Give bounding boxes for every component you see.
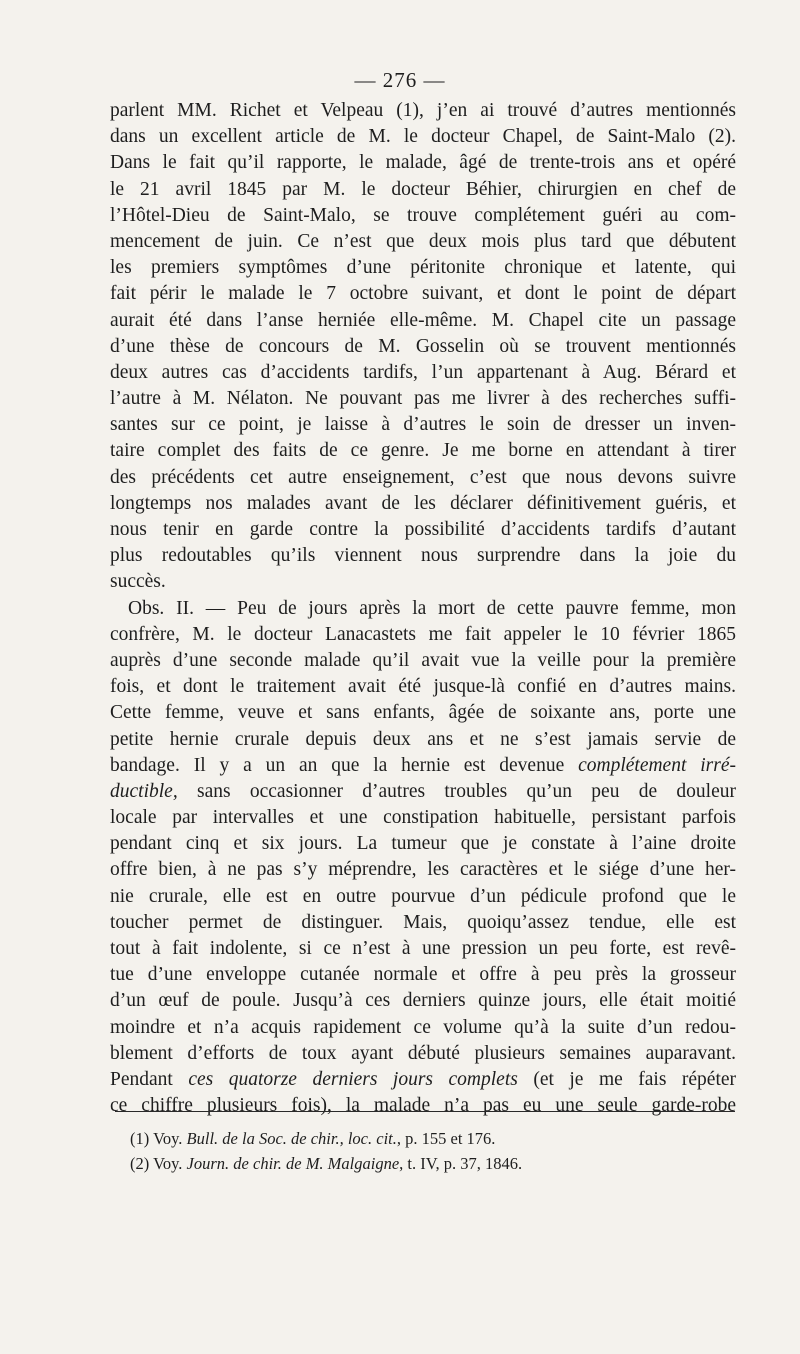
text-line: offre bien, à ne pas s’y méprendre, les caractères et le siége d’une her-	[110, 859, 736, 881]
emphasis-text: ductible,	[110, 780, 178, 802]
text-line: locale par intervalles et une constipation habituelle, persistant parfois	[110, 807, 736, 829]
text-line: auprès d’une seconde malade qu’il avait vue la veille pour la première	[110, 649, 736, 671]
footnote-text: , p. 155 et 176.	[396, 1129, 496, 1148]
text-line: nie crurale, elle est en outre pourvue d’un pédicule profond que le	[110, 885, 736, 907]
footnote-rule	[115, 1111, 735, 1112]
text-line: aurait été dans l’anse herniée elle-même. M. Chapel cite un passage	[110, 309, 736, 331]
text-line: pendant cinq et six jours. La tumeur que je constate à l’aine droite	[110, 833, 736, 855]
body-text	[110, 98, 736, 1119]
text-segment: bandage. Il y a un an que la hernie est devenue	[110, 754, 565, 776]
footnote-text: Voy.	[153, 1154, 187, 1173]
text-line: toucher permet de distinguer. Mais, quoiqu’assez tendue, elle est	[110, 911, 736, 933]
text-line: d’un œuf de poule. Jusqu’à ces derniers quinze jours, elle était moitié	[110, 990, 736, 1012]
footnote-1	[130, 1126, 736, 1151]
footnote-number: (2)	[130, 1154, 150, 1173]
text-line: l’autre à M. Nélaton. Ne pouvant pas me livrer à des recherches suffi-	[110, 388, 736, 410]
footnote-2	[130, 1151, 736, 1176]
text-line: plus redoutables qu’ils viennent nous surprendre dans la joie du	[110, 545, 736, 567]
text-line	[110, 779, 736, 805]
text-line: longtemps nos malades avant de les déclarer définitivement guéris, et	[110, 492, 736, 514]
page-number: — 276 —	[354, 68, 446, 92]
text-line: tout à fait indolente, si ce n’est à une pression un peu forte, est revê-	[110, 938, 736, 959]
text-line: deux autres cas d’accidents tardifs, l’un appartenant à Aug. Bérard et	[110, 361, 736, 383]
text-line: fait périr le malade le 7 octobre suivant, et dont le point de départ	[110, 283, 736, 305]
text-line: moindre et n’a acquis rapidement ce volume qu’à la suite d’un redou-	[110, 1016, 736, 1038]
text-line: petite hernie crurale depuis deux ans et ne s’est jamais servie de	[110, 728, 736, 750]
text-line: taire complet des faits de ce genre. Je me borne en attendant à tirer	[110, 440, 736, 462]
observation-heading-line: Obs. II. — Peu de jours après la mort de cette pauvre femme, mon	[128, 597, 736, 619]
footnote-text: , t. IV, p. 37, 1846.	[399, 1154, 523, 1173]
footnote-text: Voy.	[153, 1129, 187, 1148]
text-line: mencement de juin. Ce n’est que deux mois plus tard que débutent	[110, 230, 736, 252]
text-line: l’Hôtel-Dieu de Saint-Malo, se trouve complétement guéri au com-	[110, 204, 736, 226]
text-segment: (et je me fais répéter	[533, 1068, 737, 1090]
text-line: le 21 avril 1845 par M. le docteur Béhier, chirurgien en chef de	[110, 178, 736, 200]
text-line: d’une thèse de concours de M. Gosselin où se trouvent mentionnés	[110, 335, 736, 357]
text-line: les premiers symptômes d’une péritonite chronique et latente, qui	[110, 257, 736, 279]
footnote-citation: Bull. de la Soc. de chir., loc. cit.	[186, 1129, 397, 1148]
text-line: nous tenir en garde contre la possibilité d’accidents tardifs d’autant	[110, 519, 736, 540]
text-line	[110, 753, 736, 779]
text-line	[110, 1067, 736, 1093]
text-line: santes sur ce point, je laisse à d’autres le soin de dresser un inven-	[110, 414, 736, 436]
emphasis-text: complétement irré-	[578, 754, 736, 776]
text-line: Cette femme, veuve et sans enfants, âgée de soixante ans, porte une	[110, 702, 736, 724]
text-segment: sans occasionner d’autres troubles qu’un peu de douleur	[197, 780, 736, 802]
text-line: dans un excellent article de M. le docteur Chapel, de Saint-Malo (2).	[110, 126, 736, 148]
text-line: parlent MM. Richet et Velpeau (1), j’en ai trouvé d’autres mentionnés	[110, 100, 736, 121]
text-line: blement d’efforts de toux ayant débuté plusieurs semaines auparavant.	[110, 1042, 736, 1064]
text-line: des précédents cet autre enseignement, c’est que nous devons suivre	[110, 466, 736, 488]
footnote-number: (1)	[130, 1129, 150, 1148]
text-segment: Pendant	[110, 1068, 173, 1090]
footnote-citation: Journ. de chir. de M. Malgaigne	[186, 1154, 400, 1173]
text-line: fois, et dont le traitement avait été jusque-là confié en d’autres mains.	[110, 676, 736, 698]
text-line: tue d’une enveloppe cutanée normale et offre à peu près la grosseur	[110, 964, 736, 986]
emphasis-text: ces quatorze derniers jours complets	[188, 1068, 518, 1090]
text-line: confrère, M. le docteur Lanacastets me fait appeler le 10 février 1865	[110, 623, 736, 645]
text-line: Dans le fait qu’il rapporte, le malade, âgé de trente-trois ans et opéré	[110, 152, 736, 174]
footnotes	[130, 1126, 736, 1176]
paragraph-end-line: succès.	[110, 571, 166, 593]
text-line: ce chiffre plusieurs fois), la malade n’a pas eu une seule garde-robe	[110, 1095, 736, 1117]
